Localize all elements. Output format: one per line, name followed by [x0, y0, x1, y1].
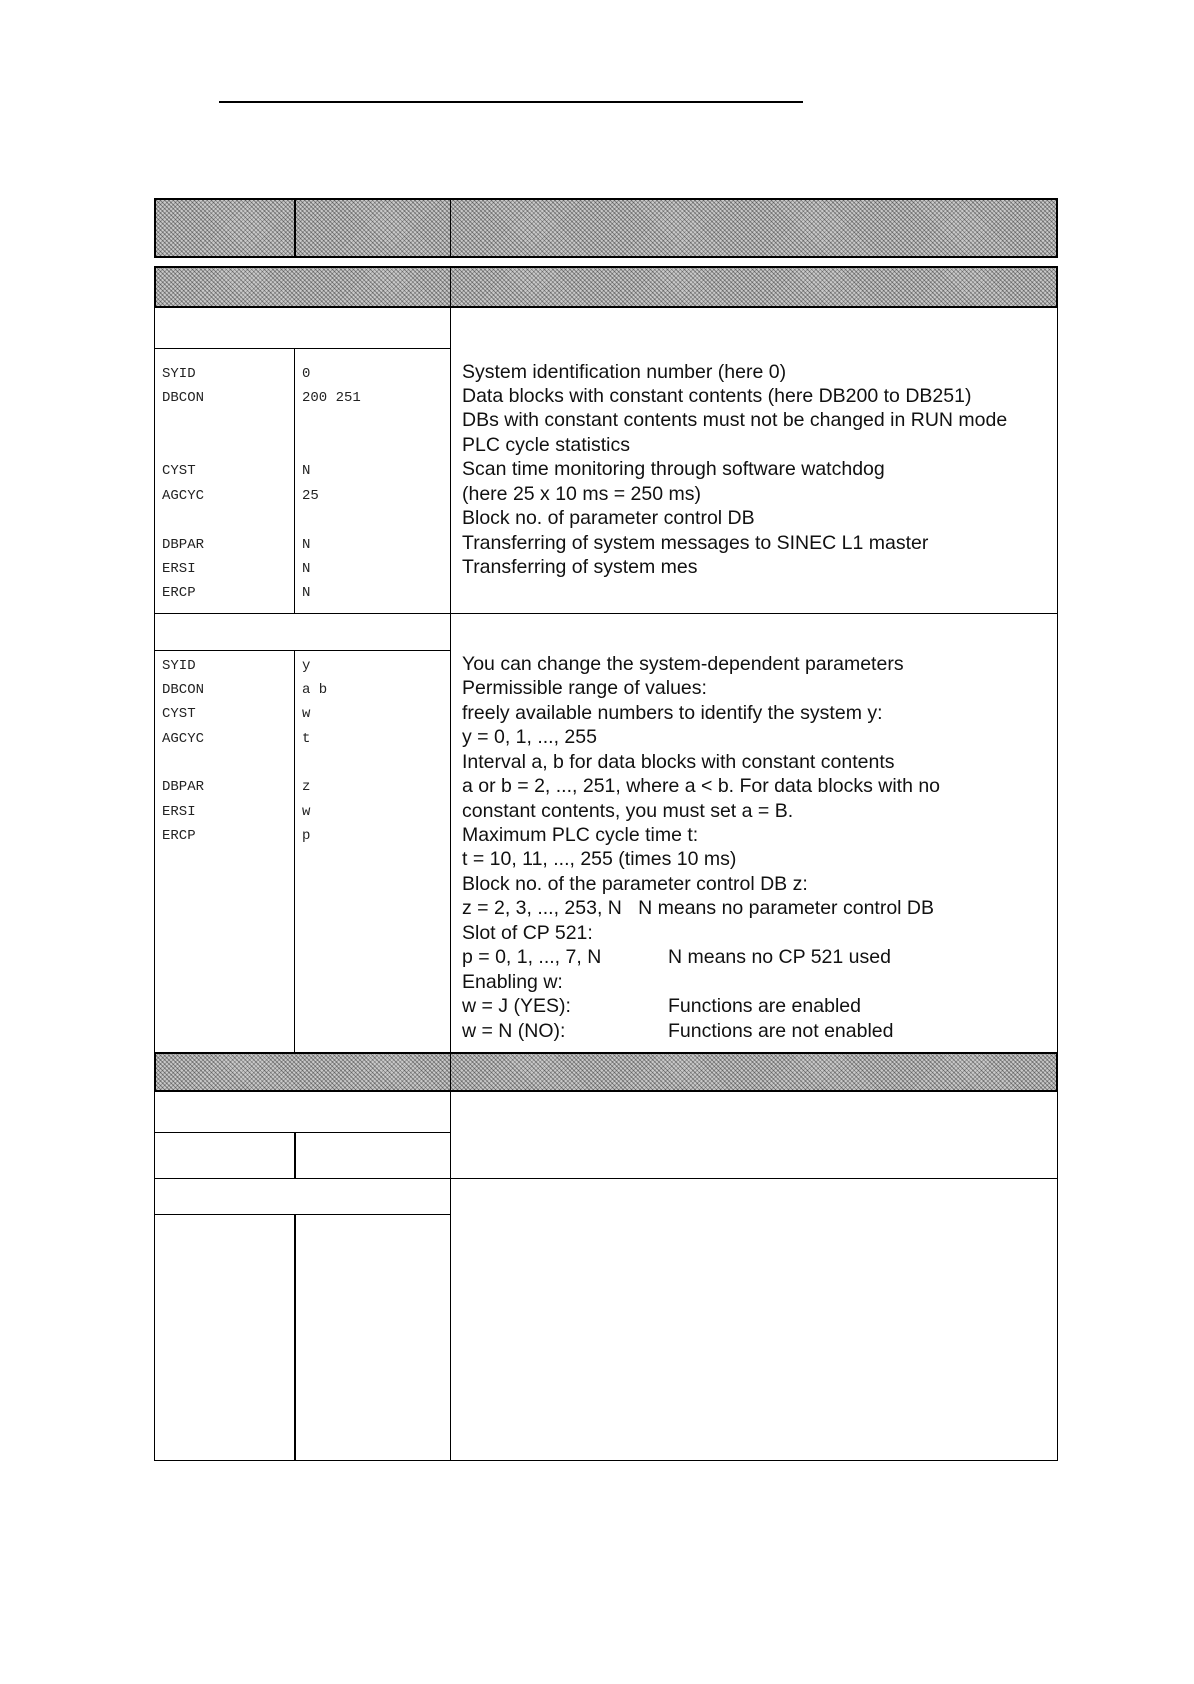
desc-line: Transferring of system mes	[462, 556, 698, 578]
desc-line: y = 0, 1, ..., 255	[462, 726, 597, 748]
section3-frame	[154, 1092, 1058, 1461]
param-name-dbcon: DBCON	[162, 682, 205, 698]
section3-divider-main	[450, 1092, 451, 1461]
param-value-syid: 0	[302, 366, 311, 382]
desc-line: PLC cycle statistics	[462, 434, 630, 456]
param-name-agcyc: AGCYC	[162, 488, 205, 504]
desc-line: freely available numbers to identify the system y:	[462, 702, 883, 724]
desc-line: Permissible range of values:	[462, 677, 707, 699]
param-name-ercp: ERCP	[162, 585, 196, 601]
param-value-dbpar: z	[302, 779, 311, 795]
param-value-ercp: N	[302, 585, 311, 601]
section3-divider-row1	[294, 1132, 296, 1178]
param-value-cyst: w	[302, 706, 311, 722]
section3-row-line-1	[154, 1132, 450, 1133]
param-name-ersi: ERSI	[162, 804, 196, 820]
desc-line: Block no. of parameter control DB	[462, 507, 755, 529]
desc-line: a or b = 2, ..., 251, where a < b. For data blocks with no	[462, 775, 941, 797]
section3-row-line-3	[154, 1214, 450, 1215]
param-value-agcyc: 25	[302, 488, 319, 504]
header-divider-1	[294, 198, 296, 258]
param-value-ercp: p	[302, 828, 311, 844]
param-name-ersi: ERSI	[162, 561, 196, 577]
param-name-syid: SYID	[162, 658, 196, 674]
desc-line: t = 10, 11, ..., 255 (times 10 ms)	[462, 848, 737, 870]
param-value-syid: y	[302, 658, 311, 674]
desc-line: Slot of CP 521:	[462, 922, 593, 944]
desc-line: DBs with constant contents must not be changed in RUN mode	[462, 409, 1008, 431]
table-row-left: Enabling w:	[462, 971, 563, 993]
section3-header-divider	[450, 1052, 451, 1092]
param-name-cyst: CYST	[162, 463, 196, 479]
param-name-dbpar: DBPAR	[162, 537, 205, 553]
param-value-agcyc: t	[302, 731, 311, 747]
header-rule	[219, 101, 803, 103]
param-name-dbcon: DBCON	[162, 390, 205, 406]
desc-line: constant contents, you must set a = B.	[462, 800, 794, 822]
table-row-right: Functions are not enabled	[668, 1020, 894, 1042]
section3-row-line-2	[154, 1178, 1058, 1179]
desc-line: System identification number (here 0)	[462, 361, 787, 383]
section2-divider-main	[450, 614, 451, 1052]
section1-header-hatch	[154, 266, 1058, 308]
section2-divider-params	[294, 650, 295, 1052]
section3-divider-row3	[294, 1214, 296, 1461]
param-name-dbpar: DBPAR	[162, 779, 205, 795]
section2-subheader-line	[154, 650, 450, 651]
desc-line: (here 25 x 10 ms = 250 ms)	[462, 483, 701, 505]
desc-line: Scan time monitoring through software watchdog	[462, 458, 885, 480]
param-value-dbpar: N	[302, 537, 311, 553]
table-row-right: Functions are enabled	[668, 995, 861, 1017]
section1-subheader-line	[154, 348, 450, 349]
header-row-hatch	[154, 198, 1058, 258]
section1-divider-params	[294, 348, 295, 614]
param-name-agcyc: AGCYC	[162, 731, 205, 747]
table-row-left: w = J (YES):	[462, 995, 571, 1017]
parameter-table	[154, 198, 1058, 1461]
desc-line: z = 2, 3, ..., 253, N N means no parameter control DB	[462, 897, 935, 919]
param-name-ercp: ERCP	[162, 828, 196, 844]
param-value-dbcon: 200 251	[302, 390, 361, 406]
section1-divider-main	[450, 308, 451, 614]
desc-line: Interval a, b for data blocks with constant contents	[462, 751, 895, 773]
param-name-syid: SYID	[162, 366, 196, 382]
param-value-dbcon: a b	[302, 682, 328, 698]
desc-line: Maximum PLC cycle time t:	[462, 824, 699, 846]
header-divider-2	[450, 198, 451, 258]
section3-header-hatch	[154, 1052, 1058, 1092]
param-value-ersi: w	[302, 804, 311, 820]
section1-header-divider	[450, 266, 451, 308]
desc-line: You can change the system-dependent parameters	[462, 653, 904, 675]
param-value-cyst: N	[302, 463, 311, 479]
param-name-cyst: CYST	[162, 706, 196, 722]
desc-line: Block no. of the parameter control DB z:	[462, 873, 808, 895]
desc-line: Transferring of system messages to SINEC L1 master	[462, 532, 929, 554]
table-row-left: w = N (NO):	[462, 1020, 566, 1042]
table-row-right: N means no CP 521 used	[668, 946, 891, 968]
table-row-left: p = 0, 1, ..., 7, N	[462, 946, 602, 968]
param-value-ersi: N	[302, 561, 311, 577]
desc-line: Data blocks with constant contents (here DB200 to DB251)	[462, 385, 972, 407]
